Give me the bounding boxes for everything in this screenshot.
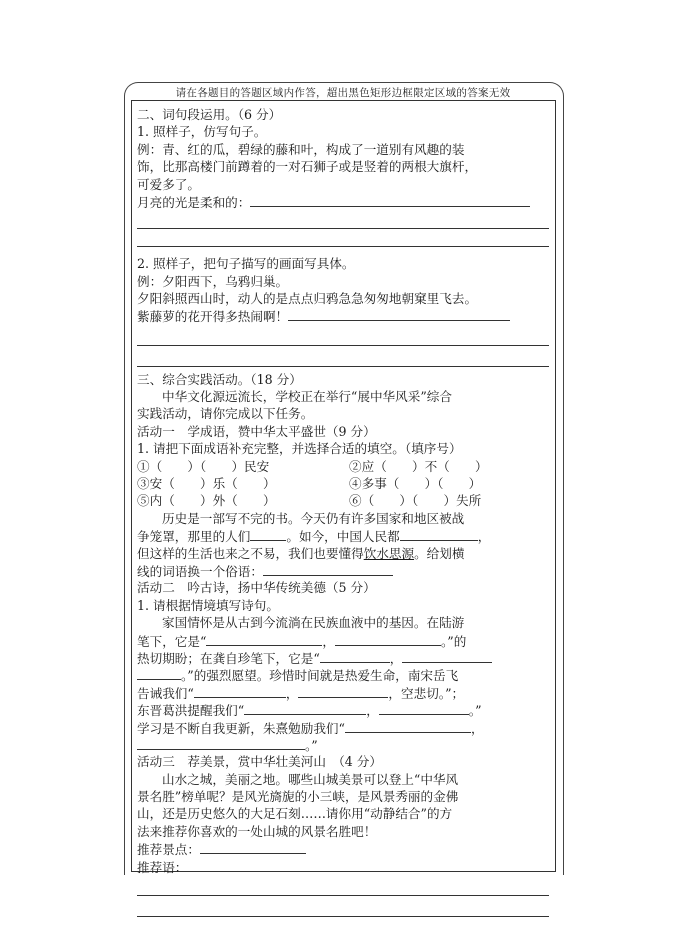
poem-blank[interactable] <box>345 719 471 733</box>
poem-blank[interactable] <box>335 632 441 646</box>
poem-line <box>137 666 549 683</box>
q1-answer-line[interactable] <box>137 210 549 228</box>
poem-line <box>137 684 549 701</box>
poem-blank[interactable] <box>137 666 181 680</box>
poem-line <box>137 719 549 736</box>
proverb-blank[interactable] <box>263 562 393 576</box>
poem-text: 。”的强烈愿望。珍惜时间就是热爱生命，南宋岳飞 <box>181 668 459 684</box>
idiom-3: ③安（ ）乐（ ） <box>137 476 276 492</box>
activity-3-title: 活动三 荐美景，赏中华壮美河山 （4 分） <box>137 754 382 770</box>
history-text: ， <box>477 529 491 545</box>
q2-example: 例：夕阳西下，乌鸦归巢。 <box>137 273 289 289</box>
q2-title: 2. 照样子，把句子描写的画面写具体。 <box>137 256 355 272</box>
poem-text: ， <box>389 650 403 666</box>
poem-line <box>137 736 549 753</box>
idiom-5: ⑤内（ ）外（ ） <box>137 493 276 509</box>
q2-prompt-line <box>137 307 549 324</box>
q2-answer-line[interactable] <box>137 325 549 346</box>
scenery-line: 山，还是历史悠久的大足石刻……请你用“动静结合”的方 <box>137 806 453 822</box>
q1-example-line: 可爱多了。 <box>137 176 200 192</box>
idiom-row <box>137 458 549 475</box>
poem-text: 告诫我们“ <box>137 685 194 701</box>
poem-text: 学习是不断自我更新，朱熹勉励我们“ <box>137 720 345 736</box>
history-blank-1[interactable] <box>250 527 286 541</box>
idiom-4: ④多事（ ）（ ） <box>349 476 482 492</box>
recommend-spot-line <box>137 840 549 857</box>
history-text: 线的词语换一个俗语： <box>137 563 263 579</box>
history-line <box>137 545 549 562</box>
idiom-6: ⑥（ ）（ ）失所 <box>349 493 482 509</box>
poem-text: ， <box>470 720 484 736</box>
intro-line: 中华文化源远流长，学校正在举行“展中华风采”综合 <box>162 389 452 405</box>
q1-prompt: 月亮的光是柔和的： <box>137 194 251 210</box>
q2-answer-blank[interactable] <box>288 307 510 321</box>
poem-line <box>137 632 549 649</box>
poem-text: 。”的 <box>441 633 467 649</box>
poem-text: ， <box>366 703 379 719</box>
recommend-words-line <box>137 858 549 875</box>
poem-blank[interactable] <box>194 684 286 698</box>
poem-text: ，空悲切。”； <box>388 685 465 701</box>
history-line <box>137 562 549 579</box>
poem-text: 。” <box>305 737 318 753</box>
scenery-line: 法来推荐你喜欢的一处山城的风景名胜吧！ <box>137 823 377 839</box>
idiom-1: ①（ ）（ ）民安 <box>137 458 270 474</box>
activity-1-title: 活动一 学成语，赞中华太平盛世（9 分） <box>137 423 376 439</box>
poem-blank[interactable] <box>137 736 305 750</box>
poem-line: 家国情怀是从古到今流淌在民族血液中的基因。在陆游 <box>162 615 465 631</box>
idiom-row <box>137 475 549 492</box>
answer-area-notice: 请在各题目的答题区域内作答，超出黑色矩形边框限定区域的答案无效 <box>175 87 511 99</box>
poem-line <box>137 701 549 718</box>
poem-blank[interactable] <box>402 649 492 663</box>
q1-example-line: 例：青、红的瓜，碧绿的藤和叶，构成了一道别有风趣的装 <box>137 141 465 157</box>
poem-line <box>137 649 549 666</box>
poem-text: ， <box>285 685 299 701</box>
poem-text: 。” <box>468 703 482 719</box>
history-line <box>137 527 549 544</box>
q1-title: 1. 照样子，仿写句子。 <box>137 124 267 140</box>
q1-answer-blank[interactable] <box>250 193 530 207</box>
history-blank-2[interactable] <box>400 527 478 541</box>
q2-prompt: 紫藤萝的花开得多热闹啊！ <box>137 309 289 325</box>
q1-example-line: 饰，比那高楼门前蹲着的一对石狮子或是竖着的两根大旗杆， <box>137 159 478 175</box>
poem-text: 笔下，它是“ <box>137 633 207 649</box>
history-line: 历史是一部写不完的书。今天仍有许多国家和地区被战 <box>162 510 465 526</box>
q2-answer-line[interactable] <box>137 346 549 367</box>
intro-line: 实践活动，请你完成以下任务。 <box>137 406 314 422</box>
poem-blank[interactable] <box>298 684 388 698</box>
underlined-term: 饮水思源 <box>363 545 415 561</box>
q2-expanded: 夕阳斜照西山时，动人的是点点归鸦急急匆匆地朝窠里飞去。 <box>137 290 478 306</box>
poem-blank[interactable] <box>206 632 322 646</box>
idiom-row <box>137 492 549 509</box>
idiom-2: ②应（ ）不（ ） <box>349 458 488 474</box>
poem-text: 东晋葛洪提醒我们“ <box>137 703 245 719</box>
history-text: 但这样的生活也来之不易，我们也要懂得 <box>137 545 364 561</box>
section-3-title: 三、综合实践活动。（18 分） <box>137 371 302 387</box>
poem-text: ， <box>322 633 336 649</box>
poem-blank[interactable] <box>379 701 469 715</box>
poem-text: 热切期盼；在龚自珍笔下，它是“ <box>137 650 320 666</box>
activity-2-question: 1. 请根据情境填写诗句。 <box>137 597 279 613</box>
recommend-answer-line[interactable] <box>137 875 549 896</box>
recommend-spot-blank[interactable] <box>200 840 306 854</box>
activity-2-title: 活动二 吟古诗，扬中华传统美德（5 分） <box>137 580 376 596</box>
poem-blank[interactable] <box>244 701 366 715</box>
recommend-words-blank[interactable] <box>187 858 527 872</box>
recommend-answer-line[interactable] <box>137 896 549 917</box>
section-2-title: 二、词句段运用。（6 分） <box>137 107 282 122</box>
history-text: 争笼罩，那里的人们 <box>137 529 251 545</box>
history-text: 。如今，中国人民都 <box>286 529 400 545</box>
q1-prompt-line <box>137 193 549 210</box>
recommend-words-label: 推荐语： <box>137 859 188 875</box>
exam-content <box>137 106 549 917</box>
recommend-spot-label: 推荐景点： <box>137 842 200 858</box>
q1-answer-line[interactable] <box>137 229 549 247</box>
scenery-line: 景名胜”榜单呢？是风光旖旎的小三峡，是风景秀丽的金佛 <box>137 789 459 805</box>
poem-blank[interactable] <box>320 649 390 663</box>
history-text: 。给划横 <box>414 545 465 561</box>
activity-1-question: 1. 请把下面成语补充完整，并选择合适的填空。（填序号） <box>137 441 462 457</box>
scenery-line: 山水之城，美丽之地。哪些山城美景可以登上“中华风 <box>162 771 459 787</box>
